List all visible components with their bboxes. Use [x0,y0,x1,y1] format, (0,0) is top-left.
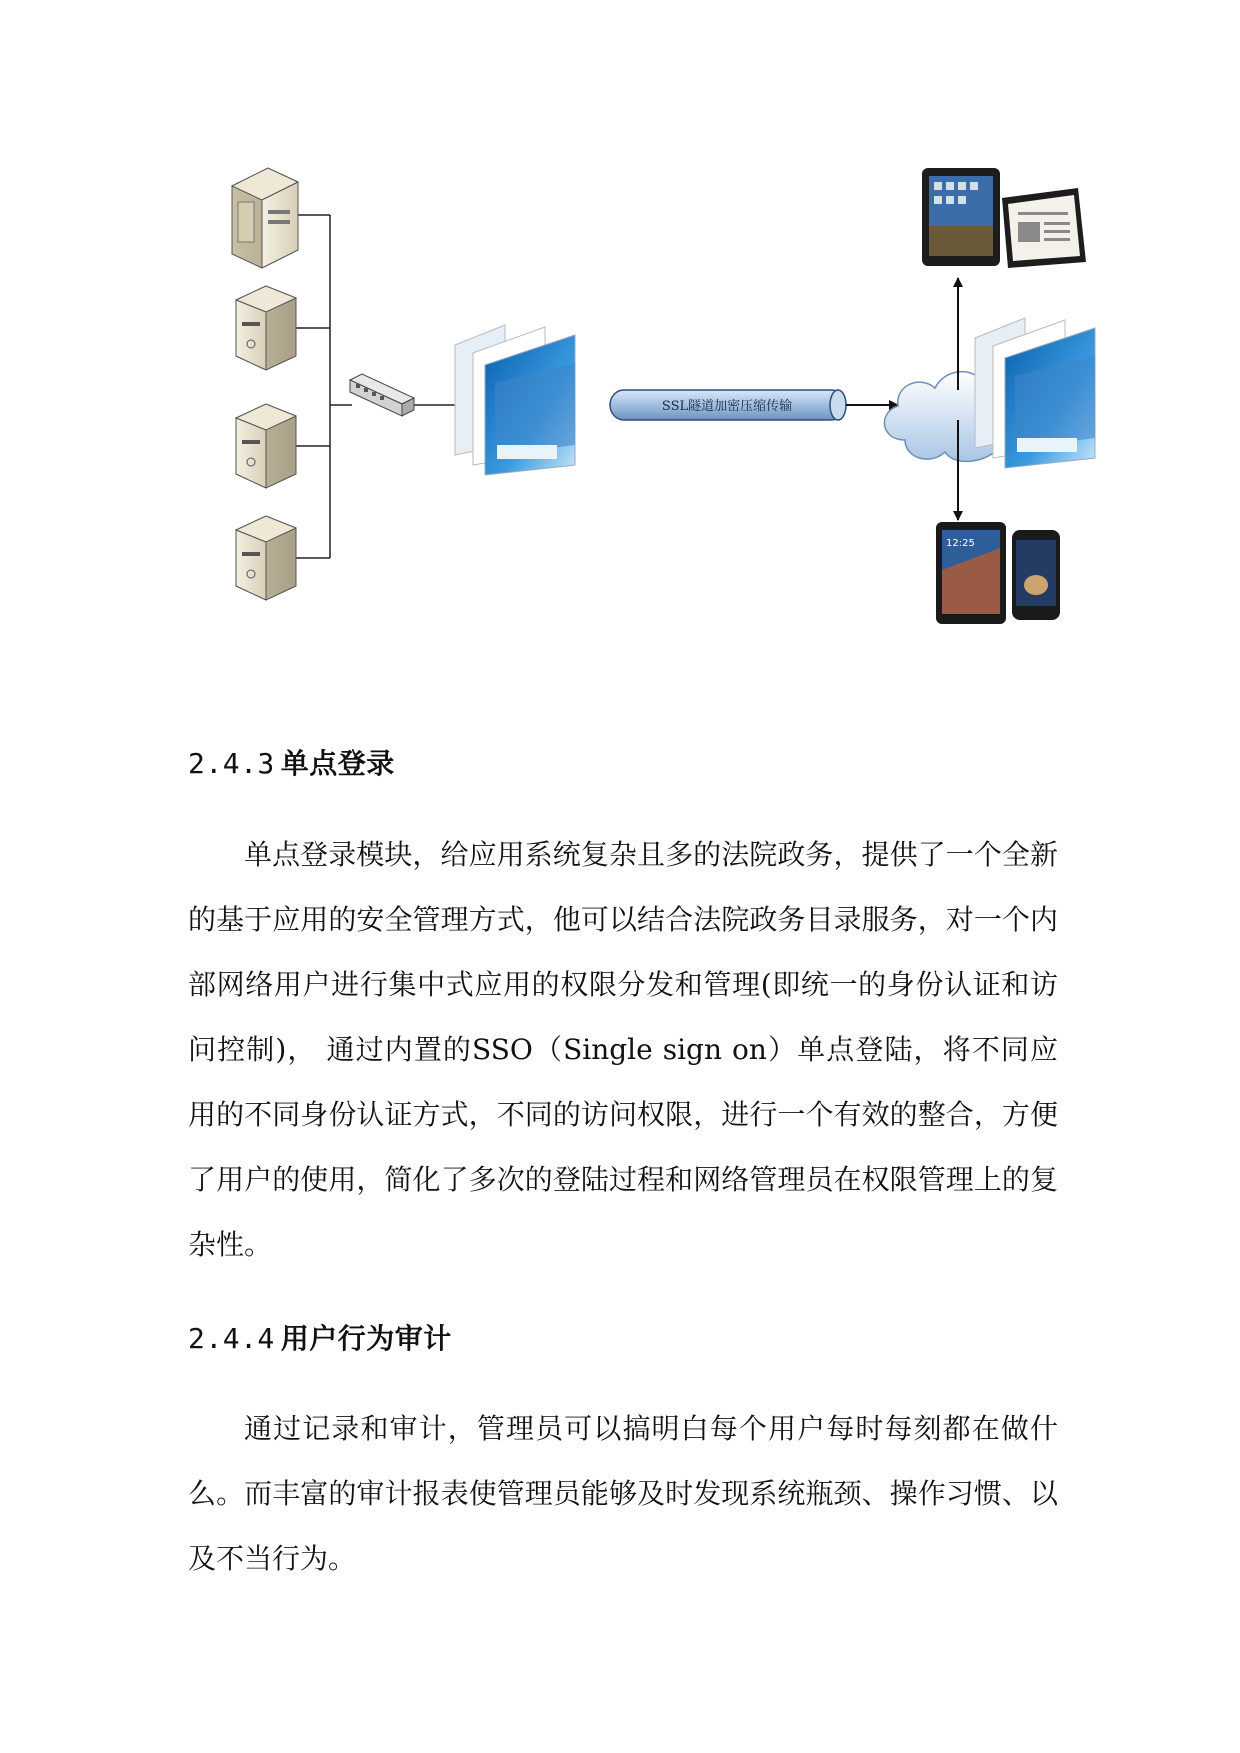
tablet-icon [922,168,1000,266]
section-number: 2.4.4 [188,1322,275,1355]
login-screens [455,325,575,475]
section-title: 用户行为审计 [280,1322,452,1355]
section-heading [188,742,395,782]
tunnel-label: SSL隧道加密压缩传输 [661,399,793,414]
login-screens [975,318,1095,468]
phone-icon [1012,530,1060,620]
server-icon [236,286,296,370]
server-icon [236,516,296,600]
section-number: 2.4.3 [188,747,275,780]
section-heading [188,1317,452,1357]
switch-icon [350,374,414,416]
section-body: 通过记录和审计，管理员可以搞明白每个用户每时每刻都在做什么。而丰富的审计报表使管理员能够及时发现系统瓶颈、操作习惯、以及不当行为。 [188,1412,1058,1575]
tablet-icon [936,522,1006,624]
ssl-tunnel [610,390,846,420]
server-icon [232,168,298,268]
section-title: 单点登录 [280,747,395,780]
svg-text:12:25: 12:25 [946,538,975,549]
section-body: 单点登录模块，给应用系统复杂且多的法院政务，提供了一个全新的基于应用的安全管理方式，他可以结合法院政务目录服务，对一个内部网络用户进行集中式应用的权限分发和管理(即统一的身份认证和访问控制)， 通过内置的SSO（Single sign on）单点登陆，将不同应用的不同身份认证方式，不同的访问权限，进行一个有效的整合，方便了用户的使用，简化了多次的登陆过程和网络管理员在权限管理上的复杂性。 [188,838,1058,1261]
tablet-icon [1002,188,1086,268]
server-icon [236,404,296,488]
network-diagram [0,0,1240,640]
